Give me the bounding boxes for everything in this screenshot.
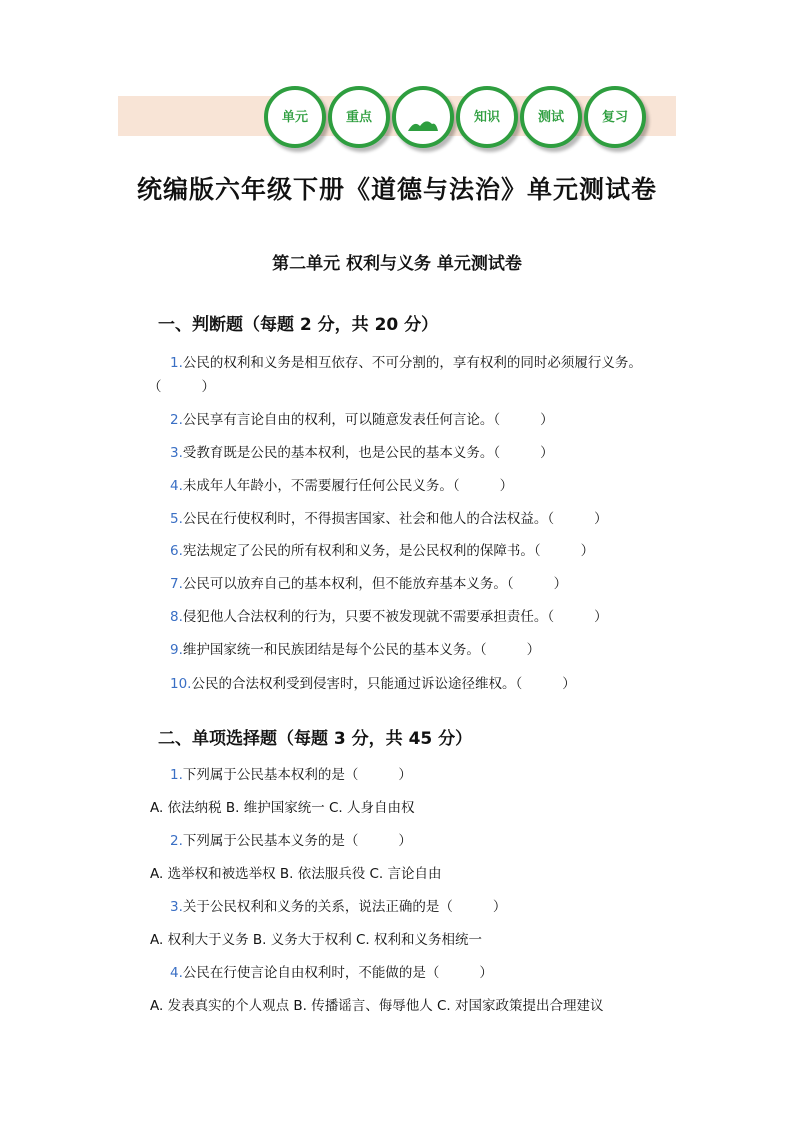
paren-close: ） <box>492 899 507 915</box>
unit-subtitle: 第二单元 权利与义务 单元测试卷 <box>272 254 522 274</box>
answer-blank[interactable]: （ <box>547 609 555 625</box>
section-heading-choice: 二、单项选择题（每题 3 分，共 45 分） <box>158 729 473 749</box>
question-number: 5. <box>170 511 183 527</box>
paren-close: ） <box>580 543 595 559</box>
badge-label: 复习 <box>601 109 628 125</box>
question-number: 6. <box>170 543 183 559</box>
question-text: 公民的权利和义务是相互依存、不可分割的，享有权利的同时必须履行义务。 <box>182 355 642 371</box>
answer-blank[interactable]: （ <box>493 445 501 461</box>
question-text: 受教育既是公民的基本权利，也是公民的基本义务。 <box>182 445 494 461</box>
question-number: 2. <box>170 833 183 849</box>
paren-close: ） <box>562 676 576 692</box>
badge-unit <box>264 86 326 148</box>
question-text: 侵犯他人合法权利的行为，只要不被发现就不需要承担责任。 <box>182 609 548 625</box>
question-text: 公民在行使言论自由权利时，不能做的是 <box>182 965 426 981</box>
judgment-question <box>170 575 567 593</box>
answer-blank[interactable]: （ <box>452 478 460 494</box>
judgment-question <box>170 641 540 659</box>
choice-options: A. 选举权和被选举权 B. 依法服兵役 C. 言论自由 <box>150 866 442 882</box>
badge-label: 重点 <box>345 109 372 125</box>
judgment-question <box>170 675 576 693</box>
choice-options: A. 依法纳税 B. 维护国家统一 C. 人身自由权 <box>150 800 415 816</box>
judgment-question <box>170 444 554 462</box>
choice-options: A. 发表真实的个人观点 B. 传播谣言、侮辱他人 C. 对国家政策提出合理建议 <box>150 998 604 1014</box>
badge-label: 知识 <box>473 109 500 125</box>
question-number: 9. <box>170 642 183 658</box>
question-number: 4. <box>170 965 183 981</box>
badge-label: 单元 <box>281 109 308 125</box>
choice-question <box>170 832 412 850</box>
answer-blank[interactable]: （ <box>533 543 541 559</box>
paren-close: ） <box>398 833 412 849</box>
page-title: 统编版六年级下册《道德与法治》单元测试卷 <box>136 175 657 204</box>
section-heading-judgment: 一、判断题（每题 2 分，共 20 分） <box>158 315 439 335</box>
paren-close: ） <box>540 445 554 461</box>
question-text: 下列属于公民基本权利的是 <box>182 767 345 783</box>
judgment-question <box>170 477 513 495</box>
judgment-question <box>170 510 608 528</box>
judgment-question <box>170 608 608 626</box>
answer-blank[interactable]: （ <box>425 965 440 981</box>
question-text: 公民在行使权利时，不得损害国家、社会和他人的合法权益。 <box>182 511 548 527</box>
question-text: 下列属于公民基本义务的是 <box>182 833 345 849</box>
judgment-question <box>170 411 554 429</box>
paren-close: ） <box>594 609 608 625</box>
question-text: 公民享有言论自由的权利，可以随意发表任何言论。 <box>182 412 494 428</box>
answer-blank[interactable]: （ <box>439 899 453 915</box>
paren-close: ） <box>526 642 541 658</box>
paren-close: ） <box>479 965 493 981</box>
badge-hill <box>392 86 454 148</box>
question-text: 公民的合法权利受到侵害时，只能通过诉讼途径维权。 <box>191 676 516 692</box>
question-number: 8. <box>170 609 183 625</box>
answer-blank[interactable]: （ <box>479 642 487 658</box>
question-number: 10. <box>170 676 192 692</box>
paren-open: （ <box>148 379 162 395</box>
badge-review <box>584 86 646 148</box>
answer-blank[interactable]: （ <box>344 767 359 783</box>
question-text: 关于公民权利和义务的关系，说法正确的是 <box>182 899 440 915</box>
answer-blank[interactable]: （ <box>493 412 501 428</box>
hill-icon <box>408 118 438 131</box>
paren-close: ） <box>553 576 568 592</box>
question-number: 1. <box>170 767 183 783</box>
paren-close: ） <box>398 767 412 783</box>
choice-question <box>170 766 412 784</box>
badge-key <box>328 86 390 148</box>
question-number: 2. <box>170 412 183 428</box>
choice-question <box>170 964 493 982</box>
paren-close: ） <box>499 478 514 494</box>
paren-close: ） <box>540 412 554 428</box>
answer-blank[interactable]: （ <box>506 576 514 592</box>
answer-blank[interactable]: （ <box>515 676 523 692</box>
badge-test <box>520 86 582 148</box>
question-text: 维护国家统一和民族团结是每个公民的基本义务。 <box>182 642 480 658</box>
answer-blank[interactable]: （ <box>344 833 359 849</box>
choice-options: A. 权利大于义务 B. 义务大于权利 C. 权利和义务相统一 <box>150 932 483 948</box>
badge-knowledge <box>456 86 518 148</box>
badge-label: 测试 <box>537 109 564 125</box>
judgment-question <box>170 542 594 560</box>
question-number: 4. <box>170 478 183 494</box>
paren-close: ） <box>201 379 215 395</box>
question-number: 1. <box>170 355 183 371</box>
question-number: 3. <box>170 899 183 915</box>
paren-close: ） <box>594 511 608 527</box>
question-number: 7. <box>170 576 183 592</box>
question-text: 公民可以放弃自己的基本权利，但不能放弃基本义务。 <box>182 576 507 592</box>
answer-blank[interactable] <box>148 378 215 396</box>
question-text: 未成年人年龄小，不需要履行任何公民义务。 <box>182 478 453 494</box>
question-number: 3. <box>170 445 183 461</box>
answer-blank[interactable]: （ <box>547 511 555 527</box>
judgment-question <box>170 354 642 372</box>
choice-question <box>170 898 506 916</box>
question-text: 宪法规定了公民的所有权利和义务，是公民权利的保障书。 <box>182 543 534 559</box>
